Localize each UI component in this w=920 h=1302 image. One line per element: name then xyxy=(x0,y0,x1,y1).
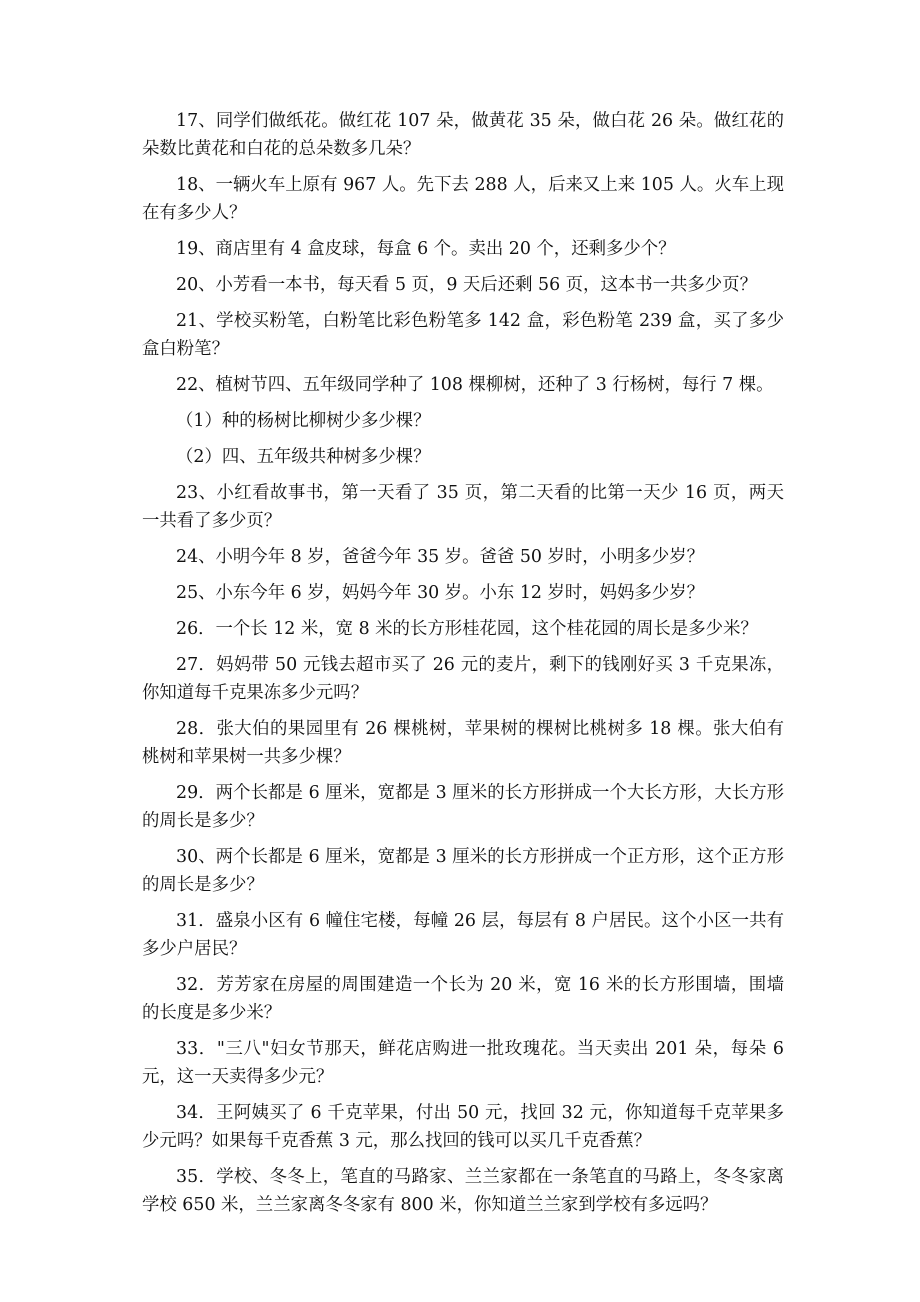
problem-18: 18、一辆火车上原有 967 人。先下去 288 人，后来又上来 105 人。火车上现在有多少人？ xyxy=(142,175,784,223)
problem-24: 24、小明今年 8 岁，爸爸今年 35 岁。爸爸 50 岁时，小明多少岁？ xyxy=(176,547,704,567)
problem-22-part-2: （2）四、五年级共种树多少棵？ xyxy=(176,447,431,467)
problem-25: 25、小东今年 6 岁，妈妈今年 30 岁。小东 12 岁时，妈妈多少岁？ xyxy=(176,583,704,603)
problem-21: 21、学校买粉笔，白粉笔比彩色粉笔多 142 盒，彩色粉笔 239 盒，买了多少盒白粉笔？ xyxy=(142,311,784,359)
problem-20: 20、小芳看一本书，每天看 5 页，9 天后还剩 56 页，这本书一共多少页？ xyxy=(176,275,757,295)
problem-23: 23、小红看故事书，第一天看了 35 页，第二天看的比第一天少 16 页，两天一共看了多少页？ xyxy=(142,483,784,531)
problem-34: 34．王阿姨买了 6 千克苹果，付出 50 元，找回 32 元，你知道每千克苹果多少元吗？如果每千克香蕉 3 元，那么找回的钱可以买几千克香蕉？ xyxy=(142,1103,784,1151)
problem-31: 31．盛泉小区有 6 幢住宅楼，每幢 26 层，每层有 8 户居民。这个小区一共有多少户居民？ xyxy=(142,911,784,959)
problem-19: 19、商店里有 4 盒皮球，每盒 6 个。卖出 20 个，还剩多少个？ xyxy=(176,239,676,259)
problem-33: 33．"三八"妇女节那天，鲜花店购进一批玫瑰花。当天卖出 201 朵，每朵 6 元，这一天卖得多少元？ xyxy=(142,1039,784,1087)
problem-29: 29．两个长都是 6 厘米，宽都是 3 厘米的长方形拼成一个大长方形，大长方形的周长是多少？ xyxy=(142,783,784,831)
problem-30: 30、两个长都是 6 厘米，宽都是 3 厘米的长方形拼成一个正方形，这个正方形的周长是多少？ xyxy=(142,847,784,895)
problem-17: 17、同学们做纸花。做红花 107 朵，做黄花 35 朵，做白花 26 朵。做红花的朵数比黄花和白花的总朵数多几朵？ xyxy=(142,111,784,159)
problem-26: 26．一个长 12 米，宽 8 米的长方形桂花园，这个桂花园的周长是多少米？ xyxy=(176,619,758,639)
problem-28: 28．张大伯的果园里有 26 棵桃树，苹果树的棵树比桃树多 18 棵。张大伯有桃树和苹果树一共多少棵？ xyxy=(142,719,784,767)
problem-22: 22、植树节四、五年级同学种了 108 棵柳树，还种了 3 行杨树，每行 7 棵。 xyxy=(176,375,774,395)
problem-27: 27．妈妈带 50 元钱去超市买了 26 元的麦片，剩下的钱刚好买 3 千克果冻，你知道每千克果冻多少元吗？ xyxy=(142,655,784,703)
problem-35: 35．学校、冬冬上，笔直的马路家、兰兰家都在一条笔直的马路上，冬冬家离学校 650 米，兰兰家离冬冬家有 800 米，你知道兰兰家到学校有多远吗？ xyxy=(142,1167,784,1215)
problem-list xyxy=(142,107,784,1227)
problem-22-part-1: （1）种的杨树比柳树少多少棵？ xyxy=(176,411,431,431)
problem-32: 32．芳芳家在房屋的周围建造一个长为 20 米，宽 16 米的长方形围墙，围墙的长度是多少米？ xyxy=(142,975,784,1023)
